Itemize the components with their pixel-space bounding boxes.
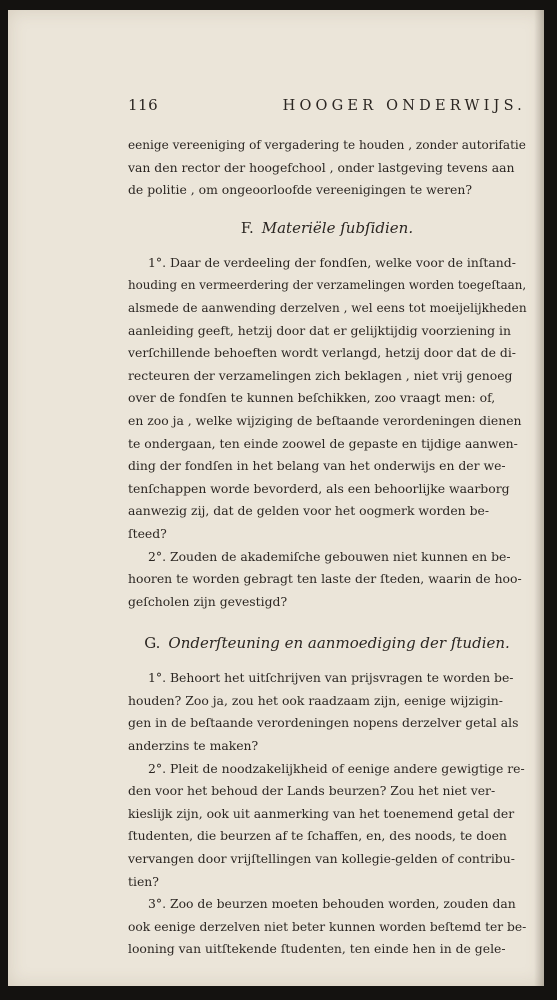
text-line: kieslijk zijn, ook uit aanmerking van het toenemend getal der (128, 805, 515, 821)
page-number: 116 (128, 96, 159, 114)
text-line: looning van uitſtekende ſtudenten, ten einde hen in de gele- (128, 941, 506, 957)
text-line: ding der fondſen in het belang van het onderwijs en der we- (128, 458, 506, 474)
text-line: houden? Zoo ja, zou het ook raadzaam zijn, eenige wijzigin- (128, 692, 503, 708)
text-line: ſtudenten, die beurzen af te ſchaffen, en, des noods, te doen (128, 828, 507, 844)
text-line: anderzins te maken? (128, 738, 259, 754)
paragraph-g-2 (128, 758, 526, 894)
section-title: Materiële ſubſidien. (261, 218, 414, 237)
text-line: te ondergaan, ten einde zoowel de gepaste en tijdige aanwen- (128, 435, 518, 451)
text-line: vervangen door vrijſtellingen van kollegie-gelden of contribu- (128, 851, 515, 867)
paragraph-g-3 (128, 893, 526, 961)
text-line: hooren te worden gebragt ten laste der ſteden, waarin de hoo- (128, 571, 522, 587)
text-line: tien? (128, 873, 159, 889)
text-line: eenige vereeniging of vergadering te houden , zonder autorifatie (128, 138, 526, 152)
page-gutter-shadow (534, 10, 544, 986)
text-line: den voor het behoud der Lands beurzen? Zou het niet ver- (128, 783, 496, 799)
section-heading-g (128, 627, 526, 659)
text-line: 3°. Zoo de beurzen moeten behouden worden, zouden dan (148, 896, 516, 912)
paragraph-f-1 (128, 252, 526, 546)
text-line: 1°. Behoort het uitſchrijven van prijsvragen te worden be- (148, 670, 514, 686)
text-line: ſteed? (128, 525, 167, 541)
text-line: gen in de beſtaande verordeningen nopens derzelver getal als (128, 715, 519, 731)
text-line: van den rector der hoogefchool , onder lastgeving tevens aan (128, 159, 515, 175)
text-line: verſchillende behoeften wordt verlangd, hetzij door dat de di- (128, 345, 516, 361)
text-line: over de fondſen te kunnen beſchikken, zoo vraagt men: of, (128, 390, 496, 406)
text-line: aanleiding geeft, hetzij door dat er gelijktijdig voorziening in (128, 322, 511, 338)
book-page (8, 10, 544, 986)
text-line: recteuren der verzamelingen zich beklagen , niet vrij genoeg (128, 367, 513, 383)
text-line: geſcholen zijn gevestigd? (128, 593, 288, 609)
text-line: en zoo ja , welke wijziging de beſtaande verordeningen dienen (128, 412, 522, 428)
section-heading-f (128, 212, 526, 244)
text-line: 2°. Zouden de akademiſche gebouwen niet kunnen en be- (148, 548, 511, 564)
text-block (128, 94, 526, 961)
text-line: tenſchappen worde bevorderd, als een behoorlijke waarborg (128, 480, 510, 496)
text-line: 2°. Pleit de noodzakelijkheid of eenige andere gewigtige re- (148, 760, 525, 776)
paragraph-f-2 (128, 546, 526, 614)
section-title: Onderſteuning en aanmoediging der ſtudien. (168, 634, 510, 653)
intro-paragraph (128, 134, 526, 202)
running-title: HOOGER ONDERWIJS. (282, 98, 526, 114)
section-letter: F. (240, 218, 254, 237)
section-letter: G. (144, 634, 161, 653)
text-line: alsmede de aanwending derzelven , wel eens tot moeijelijkheden (128, 300, 527, 315)
text-line: aanwezig zij, dat de gelden voor het oogmerk worden be- (128, 503, 490, 519)
text-line: ook eenige derzelven niet beter kunnen worden beſtemd ter be- (128, 919, 527, 934)
text-line: 1°. Daar de verdeeling der fondſen, welke voor de inſtand- (148, 254, 516, 270)
text-line: houding en vermeerdering der verzamelingen worden toegeſtaan, (128, 278, 527, 293)
running-head (128, 94, 526, 134)
text-line: de politie , om ongeoorloofde vereenigingen te weren? (128, 182, 472, 198)
paragraph-g-1 (128, 667, 526, 757)
